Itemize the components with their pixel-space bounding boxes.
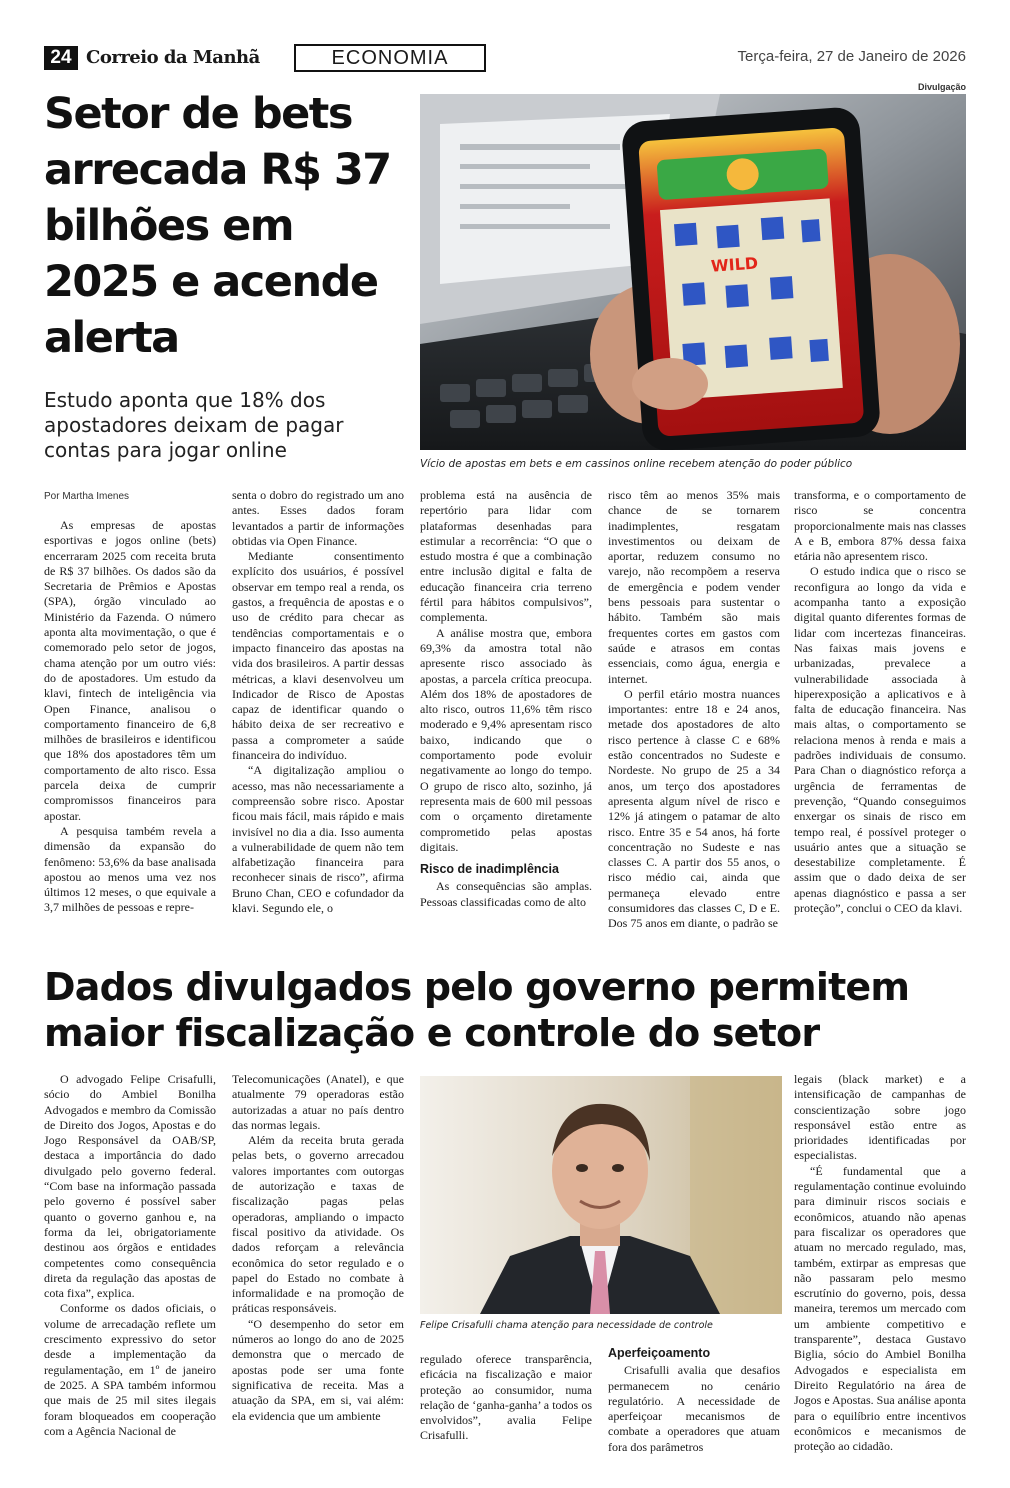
subhead-risco: Risco de inadimplência <box>420 862 559 877</box>
page-number: 24 <box>44 46 78 70</box>
paragraph: A análise mostra que, embora 69,3% da amostra total não apresente risco associado às apostas, a parcela crítica preocupa. Além dos 18% de apostadores de alto risco, outros 11,6% têm risco moderado e 9,4% apresentam risco baixo, indicando que o comportamento pode evoluir negativamente ao longo do tempo. O grupo de risco alto, sozinho, já representa mais de 600 mil pessoas com o orçamento diretamente comprometido pelas apostas digitais. <box>420 625 592 854</box>
paragraph: Crisafulli avalia que desafios permanecem no cenário regulatório. A necessidade de aperfeiçoar mecanismos de combate a operadores que atuam fora dos parâmetros <box>608 1363 780 1454</box>
article2-column-5 <box>794 1072 966 1454</box>
article1-column-5 <box>794 488 966 916</box>
wild-symbol: WILD <box>710 253 759 276</box>
masthead-logo: Correio da Manhã <box>86 47 260 68</box>
photo-caption-2: Felipe Crisafulli chama atenção para necessidade de controle <box>420 1320 713 1331</box>
article1-column-4 <box>608 488 780 932</box>
paragraph: risco têm ao menos 35% mais chance de se tornarem inadimplentes, resgatam investimentos ou deixam de aportar, reduzem consumo no varejo, não recompõem a reserva de emergência e podem vender bens pessoais para sustentar o hábito. Também são mais frequentes cortes em gastos com saúde e atrasos em contas essenciais, como água, energia e internet. <box>608 488 780 686</box>
article2-column-3 <box>420 1352 592 1444</box>
byline: Por Martha Imenes <box>44 491 130 502</box>
paragraph: “É fundamental que a regulamentação continue evoluindo para diminuir riscos sociais e econômicos, atuando não apenas para fiscalizar os operadores que atuam no mercado regulado, mas, também, extirpar as empresas que não passaram pelo mesmo escrutínio do governo, pois, dessa maneira, teremos um mercado com um ambiente competitivo e transparente”, destaca Gustavo Biglia, sócio do Ambiel Bonilha Advogados e especialista em Direito Regulatório na área de Jogos e Apostas. Sua análise aponta para o equilíbrio entre incentivos econômicos e mecanismos de proteção ao cidadão. <box>794 1163 966 1454</box>
paragraph: “O desempenho do setor em números ao longo do ano de 2025 demonstra que o mercado de apostas pode ser uma fonte significativa de receita. Mas a atuação da SPA, em si, vai além: ela evidencia que um ambiente <box>232 1316 404 1423</box>
photo-phone-betting <box>420 94 966 450</box>
paragraph: Conforme os dados oficiais, o volume de arrecadação reflete um crescimento expressivo do setor desde a implementação da regulamentação, em 1º de janeiro de 2025. A SPA também informou que mais de 25 mil sites ilegais foram bloqueados em cooperação com a Agência Nacional de <box>44 1301 216 1438</box>
article1-column-3 <box>420 488 592 910</box>
subhead-aperfeicoamento: Aperfeiçoamento <box>608 1346 711 1360</box>
paragraph: legais (black market) e a intensificação de campanhas de conscientização sobre jogo responsável estão entre as prioridades identificadas por especialistas. <box>794 1072 966 1163</box>
paragraph: O estudo indica que o risco se reconfigura ao longo da vida e acompanha tanto a exposição digital quanto diferentes formas de lidar com incertezas financeiras. Nas faixas mais jovens e urbanizadas, prevalece a vulnerabilidade associada à hiperexposição a aplicativos e à falta de educação financeira. Nas mais altas, o comportamento se relaciona menos à renda e mais a padrões individuais de consumo. Para Chan o diagnóstico reforça a urgência de ferramentas de prevenção, “Quando conseguimos enxergar os sinais de risco em tempo real, é possível proteger o usuário antes que a situação se desestabilize completamente. É assim que o dado deixa de ser apenas diagnóstico e passa a ser proteção”, conclui o CEO da klavi. <box>794 564 966 916</box>
article2-column-4 <box>608 1346 780 1455</box>
paragraph: senta o dobro do registrado um ano antes. Esses dados foram levantados a partir de informações obtidas via Open Finance. <box>232 488 404 548</box>
subheadline: Estudo aponta que 18% dos apostadores deixam de pagar contas para jogar online <box>44 388 344 462</box>
paragraph: O perfil etário mostra nuances importantes: entre 18 e 24 anos, metade dos apostadores de alto risco pertence à classe C e 68% estão concentrados no Sudeste e Nordeste. No grupo de 25 a 34 anos, um terço dos apostadores apresenta algum nível de risco e 12% já atingem o patamar de alto risco. Entre 35 e 54 anos, há forte concentração no Sudeste e nas classes C. A partir dos 55 anos, o risco médio cai, ainda que permaneça elevado entre consumidores das classes C, D e E. Dos 75 anos em diante, o padrão se <box>608 686 780 931</box>
paragraph: problema está na ausência de repertório para lidar com plataformas desenhadas para estimular a recorrência: “O que o estudo mostra é que a combinação entre inclusão digital e falta de educação financeira cria terreno fértil para hábitos compulsivos”, complementa. <box>420 488 592 625</box>
paragraph: transforma, e o comportamento de risco se concentra proporcionalmente mais nas classes A e B, embora 87% dessa faixa etária não apresentem risco. <box>794 488 966 564</box>
paragraph: As consequências são amplas. Pessoas classificadas como de alto <box>420 879 592 909</box>
section-label: ECONOMIA <box>294 44 486 72</box>
paragraph: “A digitalização ampliou o acesso, mas não necessariamente a compreensão sobre risco. Apostar ficou mais fácil, mais rápido e mais invisível no dia a dia. Isso aumenta a vulnerabilidade de quem não tem alfabetização financeira para reconhecer sinais de risco”, afirma Bruno Chan, CEO e cofundador da klavi. Segundo ele, o <box>232 763 404 916</box>
paragraph: Além da receita bruta gerada pelas bets, o governo arrecadou valores importantes com outorgas de autorização e taxas de fiscalização pagas pelas operadoras, ampliando o impacto fiscal positivo da atividade. Os dados reforçam a relevância econômica do setor regulado e o papel do Estado no combate à informalidade e na promoção de práticas responsáveis. <box>232 1133 404 1316</box>
issue-date: Terça-feira, 27 de Janeiro de 2026 <box>737 48 966 65</box>
phone-photo-illustration <box>420 94 966 450</box>
article2-column-1 <box>44 1072 216 1439</box>
page-header <box>44 44 966 72</box>
paragraph: O advogado Felipe Crisafulli, sócio do Ambiel Bonilha Advogados e membro da Comissão de Direito dos Jogos, Apostas e do Jogo Responsável da OAB/SP, destaca a importância do dado divulgado pelo governo federal. “Com base na informação passada pelo governo é possível saber quanto o governo ganhou e, na forma da lei, obrigatoriamente destinou aos órgãos e entidades competentes como consequência direta da regulação das apostas de cota fixa”, explica. <box>44 1072 216 1301</box>
article2-column-2 <box>232 1072 404 1424</box>
article1-column-2 <box>232 488 404 916</box>
photo-caption-1: Vício de apostas em bets e em cassinos online recebem atenção do poder público <box>420 458 853 470</box>
paragraph: regulado oferece transparência, eficácia na fiscalização e maior proteção ao consumidor, numa relação de ‘ganha-ganha’ a todos os envolvidos”, avalia Felipe Crisafulli. <box>420 1352 592 1443</box>
portrait-illustration <box>420 1076 782 1314</box>
headline-main: Setor de bets arrecada R$ 37 bilhões em 2025 e acende alerta <box>44 89 391 363</box>
paragraph: Mediante consentimento explícito dos usuários, é possível observar em tempo real a renda, os gastos, a frequência de apostas e o uso de crédito para checar as tendências comportamentais e o impacto financeiro das apostas na vida dos brasileiros. A partir dessas métricas, a klavi desenvolveu um Indicador de Risco de Apostas capaz de identificar quando o hábito deixa de ser recreativo e passa a comprometer a saúde financeira do indivíduo. <box>232 549 404 763</box>
article1-column-1 <box>44 518 216 916</box>
photo-credit: Divulgação <box>917 82 966 92</box>
paragraph: As empresas de apostas esportivas e jogos online (bets) encerraram 2025 com receita bruta de R$ 37 bilhões. Os dados são da Secretaria de Prêmios e Apostas (SPA), órgão vinculado ao Ministério da Fazenda. O número aponta alta movimentação, o que é comemorado pelo setor de jogos, chama atenção por um outro viés: do de apostadores. Um estudo da klavi, fintech de inteligência via Open Finance, analisou o comportamento financeiro de 6,8 milhões de brasileiros e identificou que 18% dos apostadores têm um comportamento de alto risco. Essa parcela deixa de cumprir compromissos financeiros para apostar. <box>44 518 216 823</box>
paragraph: Telecomunicações (Anatel), e que atualmente 79 operadoras estão autorizadas a atuar no país dentro das normas legais. <box>232 1072 404 1132</box>
photo-felipe-crisafulli <box>420 1076 782 1314</box>
headline-secondary: Dados divulgados pelo governo permitem maior fiscalização e controle do setor <box>44 965 910 1055</box>
paragraph: A pesquisa também revela a dimensão da expansão do fenômeno: 53,6% da base analisada apostou ao menos uma vez nos últimos 12 meses, o que equivale a 3,7 milhões de pessoas e repre- <box>44 823 216 915</box>
